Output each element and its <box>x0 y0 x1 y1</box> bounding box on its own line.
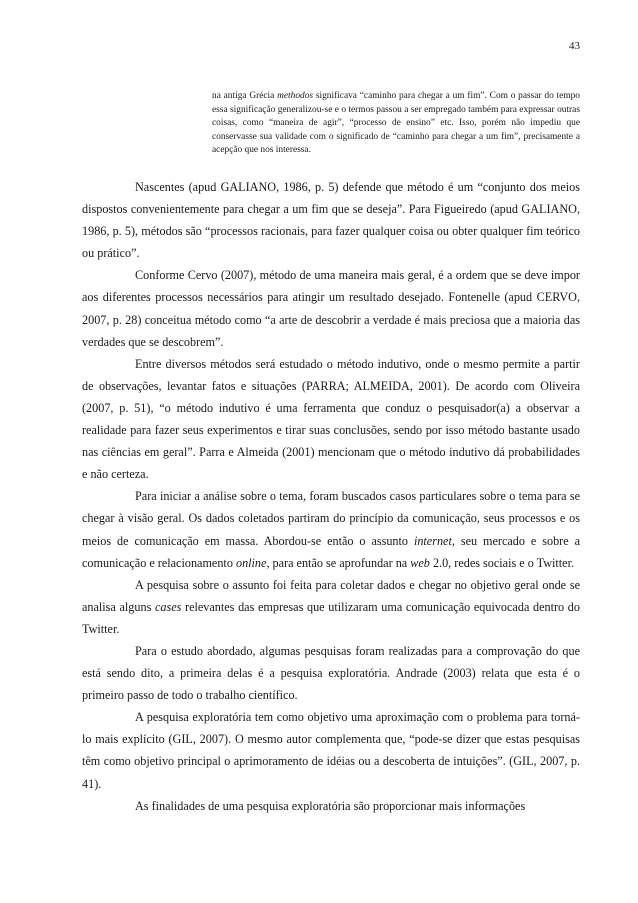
paragraph-2: Conforme Cervo (2007), método de uma maneira mais geral, é a ordem que se deve impor aos diferentes processos necessários para atingir um resultado desejado. Fontenelle (apud CERVO, 2007, p. 28) conceitua método como “a arte de descobrir a verdade é mais preciosa que a maioria das verdades que se descobrem”. <box>82 268 580 349</box>
quote-italic-term: methodos <box>277 91 314 101</box>
italic-term: cases <box>154 599 182 614</box>
paragraph-8: As finalidades de uma pesquisa exploratória são proporcionar mais informações <box>135 798 526 813</box>
paragraph-text: A pesquisa sobre o assunto foi feita para coletar dados e chegar no objetivo geral onde se analisa alguns <box>82 577 580 614</box>
paragraph-text: relevantes das empresas que utilizaram uma comunicação equivocada dentro do Twitter. <box>82 599 580 636</box>
paragraph-3: Entre diversos métodos será estudado o método indutivo, onde o mesmo permite a partir de observações, levantar fatos e situações (PARRA; ALMEIDA, 2001). De acordo com Oliveira (2007, p. 51), “o método indutivo é uma ferramenta que conduz o pesquisador(a) a observar a realidade para fazer seus experimentos e tirar suas conclusões, sendo por isso método bastante usado nas ciências em geral”. Parra e Almeida (2001) mencionam que o método indutivo dá probabilidades e não certeza. <box>82 356 580 482</box>
paragraph-1: Nascentes (apud GALIANO, 1986, p. 5) defende que método é um “conjunto dos meios dispostos convenientemente para chegar a um fim que se deseja”. Para Figueiredo (apud GALIANO, 1986, p. 5), métodos são “processos racionais, para fazer qualquer coisa ou obter qualquer fim teórico ou prático”. <box>82 180 580 261</box>
paragraph-6: Para o estudo abordado, algumas pesquisas foram realizadas para a comprovação do que está sendo dito, a primeira delas é a pesquisa exploratória. Andrade (2003) relata que esta é o primeiro passo de todo o trabalho científico. <box>82 643 580 703</box>
paragraph-text: , seu mercado e sobre a comunicação e relacionamento <box>82 533 580 570</box>
block-quote <box>212 90 580 158</box>
paragraph-4 <box>82 485 580 573</box>
paragraph-text: , para então se aprofundar na <box>266 555 411 570</box>
paragraph-text: Para iniciar a análise sobre o tema, foram buscados casos particulares sobre o tema para se chegar à visão geral. Os dados coletados partiram do princípio da comunicação, seus processos e os meios de comunicação em massa. Abordou-se então o assunto <box>82 489 580 548</box>
quote-text: na antiga Grécia <box>212 91 278 101</box>
paragraph-text: 2.0, redes sociais e o Twitter. <box>429 555 575 570</box>
italic-term: online <box>235 555 267 570</box>
page-number: 43 <box>569 40 580 52</box>
italic-term: web <box>410 555 430 570</box>
italic-term: internet <box>413 533 452 548</box>
paragraph-7: A pesquisa exploratória tem como objetivo uma aproximação com o problema para torná-lo mais explícito (GIL, 2007). O mesmo autor complementa que, “pode-se dizer que estas pesquisas têm como objetivo principal o aprimoramento de idéias ou a descoberta de intuições”. (GIL, 2007, p. 41). <box>82 710 580 791</box>
paragraph-5 <box>82 574 580 640</box>
body-text <box>82 176 580 817</box>
quote-text: significava “caminho para chegar a um fim”. Com o passar do tempo essa significação generalizou-se e o termos passou a ser empregado também para expressar outras coisas, como “maneira de agir”, “processo de ensino” etc. Isso, porém não impediu que conservasse sua validade com o significado de “caminho para chegar a um fim”, precisamente a acepção que nos interessa. <box>212 91 580 156</box>
